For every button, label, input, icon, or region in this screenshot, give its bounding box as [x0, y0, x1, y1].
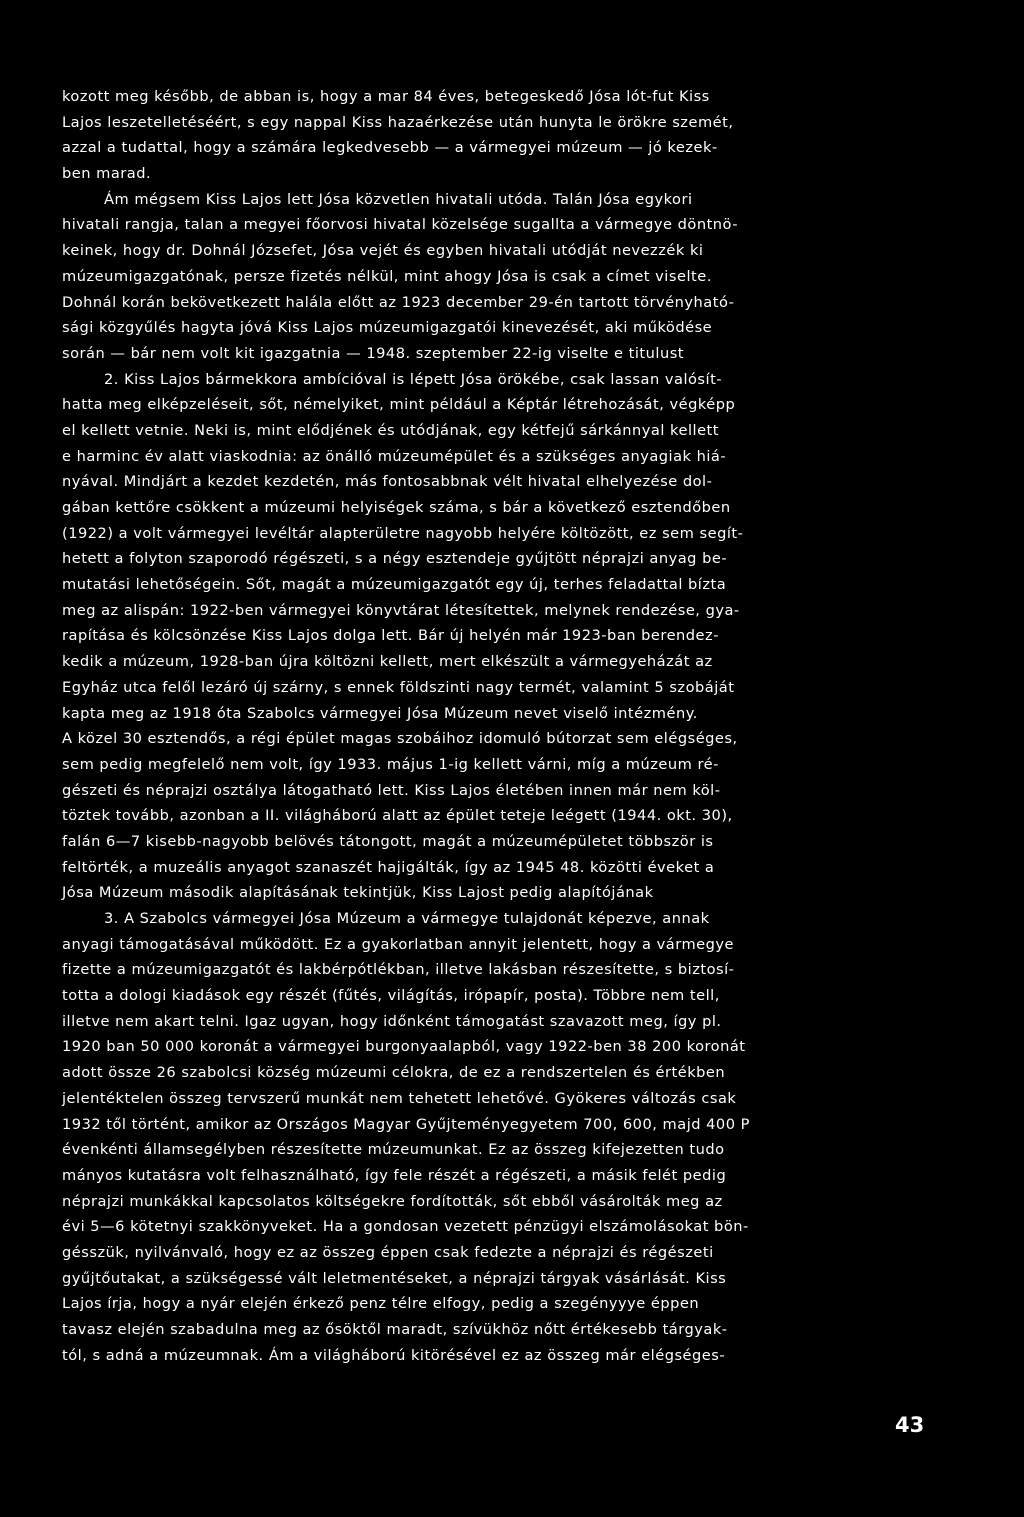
- text-line-9: Dohnál korán bekövetkezett halála előtt az 1923 december 29-én tartott törvényható-: [62, 293, 735, 311]
- text-line-3: azzal a tudattal, hogy a számára legkedvesebb — a vármegyei múzeum — jó kezek-: [62, 139, 718, 157]
- text-line-14: el kellett vetnie. Neki is, mint elődjének és utódjának, egy kétfejű sárkánnyal kellett: [62, 421, 719, 439]
- text-line-32: Jósa Múzeum második alapításának tekintjük, Kiss Lajost pedig alapítójának: [62, 884, 654, 902]
- text-line-5: Ám mégsem Kiss Lajos lett Jósa közvetlen hivatali utóda. Talán Jósa egykori: [104, 190, 693, 208]
- text-line-37: illetve nem akart telni. Igaz ugyan, hogy időnként támogatást szavazott meg, így pl.: [62, 1012, 722, 1030]
- text-line-13: hatta meg elképzeléseit, sőt, némelyiket, mint például a Képtár létrehozását, végképp: [62, 396, 736, 414]
- text-line-46: gésszük, nyilvánvaló, hogy ez az összeg éppen csak fedezte a néprajzi és régészeti: [62, 1243, 714, 1261]
- text-line-21: meg az alispán: 1922-ben vármegyei könyvtárat létesítettek, melynek rendezése, gya-: [62, 601, 740, 619]
- text-line-25: kapta meg az 1918 óta Szabolcs vármegyei Jósa Múzeum nevet viselő intézmény.: [62, 704, 698, 722]
- text-line-23: kedik a múzeum, 1928-ban újra költözni kellett, mert elkészült a vármegyeházát az: [62, 653, 713, 671]
- text-line-38: 1920 ban 50 000 koronát a vármegyei burgonyaalapból, vagy 1922-ben 38 200 koronát: [62, 1038, 746, 1056]
- text-line-11: során — bár nem volt kit igazgatnia — 1948. szeptember 22-ig viselte e titulust: [62, 344, 685, 362]
- text-line-1: kozott meg később, de abban is, hogy a mar 84 éves, betegeskedő Jósa lót-fut Kiss: [62, 88, 710, 105]
- text-line-17: gában kettőre csökkent a múzeumi helyiségek száma, s bár a következő esztendőben: [62, 499, 731, 516]
- text-line-12: 2. Kiss Lajos bármekkora ambícióval is lépett Jósa örökébe, csak lassan valósít-: [104, 370, 723, 388]
- text-line-15: e harminc év alatt viaskodnia: az önálló múzeumépület és a szükséges anyagiak hiá-: [62, 447, 727, 465]
- text-line-16: nyával. Mindjárt a kezdet kezdetén, más fontosabbnak vélt hivatal elhelyezése dol-: [62, 473, 713, 491]
- text-line-4: ben marad.: [62, 165, 152, 183]
- text-line-18: (1922) a volt vármegyei levéltár alapterületre nagyobb helyére költözött, ez sem segít-: [62, 524, 744, 542]
- text-line-41: 1932 től történt, amikor az Országos Magyar Gyűjteményegyetem 700, 600, majd 400 P: [62, 1115, 750, 1133]
- text-line-35: fizette a múzeumigazgatót és lakbérpótlékban, illetve lakásban részesítette, s biztosí-: [62, 961, 735, 979]
- text-line-44: néprajzi munkákkal kapcsolatos költségekre fordították, sőt ebből vásárolták meg az: [62, 1192, 723, 1210]
- text-line-50: tól, s adná a múzeumnak. Ám a világháború kitörésével ez az összeg már elégséges-: [62, 1346, 726, 1364]
- text-line-26: A közel 30 esztendős, a régi épület magas szobáihoz idomuló bútorzat sem elégséges,: [62, 730, 738, 748]
- text-line-49: tavasz elején szabadulna meg az ősöktől maradt, szívükhöz nőtt értékesebb tárgyak-: [62, 1321, 728, 1338]
- page-number: 43: [895, 1413, 925, 1437]
- text-line-8: múzeumigazgatónak, persze fizetés nélkül, mint ahogy Jósa is csak a címet viselte.: [62, 267, 712, 285]
- text-line-48: Lajos írja, hogy a nyár elején érkező penz télre elfogy, pedig a szegényyye éppen: [62, 1295, 700, 1313]
- text-line-36: totta a dologi kiadások egy részét (fűtés, világítás, irópapír, posta). Többre nem tell,: [62, 987, 720, 1005]
- text-line-33: 3. A Szabolcs vármegyei Jósa Múzeum a vármegye tulajdonát képezve, annak: [104, 910, 710, 927]
- text-line-20: mutatási lehetőségein. Sőt, magát a múzeumigazgatót egy új, terhes feladattal bízta: [62, 576, 727, 594]
- text-line-47: gyűjtőutakat, a szükségessé vált leletmentéseket, a néprajzi tárgyak vásárlását. Kiss: [62, 1269, 727, 1287]
- text-line-31: feltörték, a muzeális anyagot szanaszét hajigálták, így az 1945 48. közötti éveket a: [62, 858, 715, 876]
- text-line-29: töztek tovább, azonban a II. világháború alatt az épület teteje leégett (1944. okt. 30),: [62, 807, 733, 825]
- text-line-6: hivatali rangja, talan a megyei főorvosi hivatal közelsége sugallta a vármegye döntnö-: [62, 216, 739, 234]
- text-line-19: hetett a folyton szaporodó régészeti, s a négy esztendeje gyűjtött néprajzi anyag be-: [62, 550, 728, 568]
- text-line-2: Lajos leszetelletéséért, s egy nappal Kiss hazaérkezése után hunyta le örökre szemét,: [62, 113, 734, 131]
- text-line-24: Egyház utca felől lezáró új szárny, s ennek földszinti nagy termét, valamint 5 szobáját: [62, 678, 735, 696]
- text-line-39: adott össze 26 szabolcsi község múzeumi célokra, de ez a rendszertelen és értékben: [62, 1064, 726, 1082]
- text-line-28: gészeti és néprajzi osztálya látogatható lett. Kiss Lajos életében innen már nem köl-: [62, 781, 721, 799]
- text-line-10: sági közgyűlés hagyta jóvá Kiss Lajos múzeumigazgatói kinevezését, aki működése: [62, 319, 713, 337]
- text-line-22: rapítása és kölcsönzése Kiss Lajos dolga lett. Bár új helyén már 1923-ban berendez-: [62, 627, 719, 645]
- text-line-42: évenkénti államsegélyben részesítette múzeumunkat. Ez az összeg kifejezetten tudo: [62, 1141, 725, 1159]
- text-body: [62, 84, 928, 1368]
- text-line-40: jelentéktelen összeg tervszerű munkát nem tehetett lehetővé. Gyökeres változás csak: [62, 1089, 737, 1107]
- text-line-43: mányos kutatásra volt felhasználható, így fele részét a régészeti, a másik felét pedig: [62, 1166, 727, 1184]
- text-line-27: sem pedig megfelelő nem volt, így 1933. május 1-ig kellett várni, míg a múzeum ré-: [62, 755, 719, 773]
- text-line-45: évi 5—6 kötetnyi szakkönyveket. Ha a gondosan vezetett pénzügyi elszámolásokat bön-: [62, 1218, 749, 1236]
- text-line-30: falán 6—7 kisebb-nagyobb belövés tátongott, magát a múzeumépületet többször is: [62, 832, 714, 850]
- text-line-7: keinek, hogy dr. Dohnál Józsefet, Jósa vejét és egyben hivatali utódját nevezzék ki: [62, 242, 704, 260]
- text-line-34: anyagi támogatásával működött. Ez a gyakorlatban annyit jelentett, hogy a vármegye: [62, 935, 735, 953]
